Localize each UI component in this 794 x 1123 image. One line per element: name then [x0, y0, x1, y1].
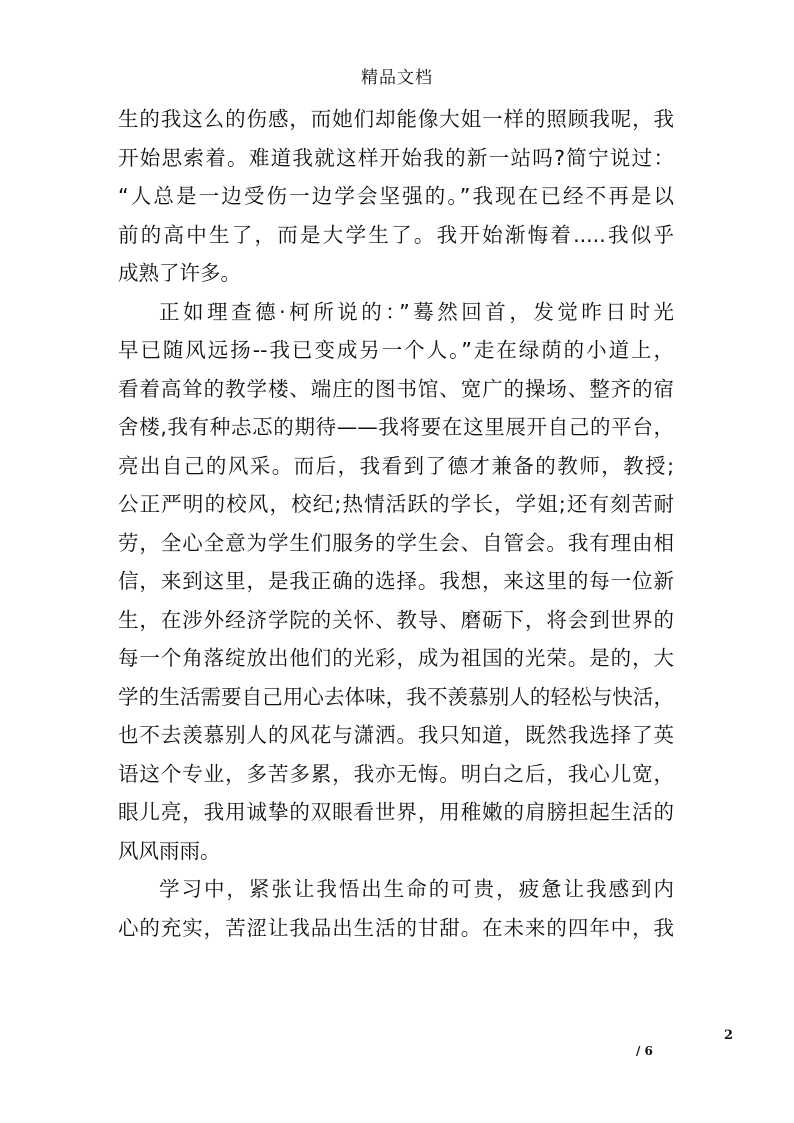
paragraph-1-line-1: 生的我这么的伤感，而她们却能像大姐一样的照顾我呢，我: [118, 107, 674, 131]
page-total: / 6: [636, 1044, 653, 1058]
paragraph-3-line-2: 心的充实，苦涩让我品出生活的甘甜。在未来的四年中，我: [118, 915, 674, 940]
paragraph-2-line-13: 语这个专业，多苦多累，我亦无悔。明白之后，我心儿宽，: [118, 761, 674, 786]
page-header-title: 精品文档: [361, 68, 433, 88]
paragraph-1-line-4: 前的高中生了，而是大学生了。我开始渐悔着.....我似乎: [118, 222, 674, 247]
paragraph-2-line-14: 眼儿亮，我用诚挚的双眼看世界，用稚嫩的肩膀担起生活的: [118, 800, 674, 824]
paragraph-2-line-7: 劳，全心全意为学生们服务的学生会、自管会。我有理由相: [118, 530, 674, 555]
paragraph-2-line-3: 看着高耸的教学楼、端庄的图书馆、宽广的操场、整齐的宿: [118, 376, 674, 401]
paragraph-2-line-4: 舍楼,我有种忐忑的期待——我将要在这里展开自己的平台，: [118, 415, 674, 439]
paragraph-3-line-1: 学习中，紧张让我悟出生命的可贵，疲惫让我感到内: [159, 877, 674, 901]
paragraph-2-line-12: 也不去羡慕别人的风花与潇洒。我只知道，既然我选择了英: [118, 723, 674, 747]
paragraph-2-line-9: 生，在涉外经济学院的关怀、教导、磨砺下，将会到世界的: [118, 607, 674, 632]
paragraph-2-line-2: 早已随风远扬--我已变成另一个人。”走在绿荫的小道上，: [118, 338, 674, 362]
page-number: 2: [724, 1028, 734, 1043]
paragraph-2-line-10: 每一个角落绽放出他们的光彩，成为祖国的光荣。是的，大: [118, 646, 674, 670]
document-body: [118, 100, 674, 947]
paragraph-1-line-5: 成熟了许多。: [118, 261, 241, 285]
paragraph-2-line-5: 亮出自己的风采。而后，我看到了德才兼备的教师，教授;: [118, 453, 674, 478]
paragraph-1-line-3: “人总是一边受伤一边学会坚强的。”我现在已经不再是以: [118, 184, 674, 208]
paragraph-2-line-6: 公正严明的校风，校纪;热情活跃的学长，学姐;还有刻苦耐: [118, 492, 674, 516]
paragraph-2-line-15: 风风雨雨。: [118, 838, 221, 863]
paragraph-2-line-11: 学的生活需要自己用心去体味，我不羡慕别人的轻松与快活，: [118, 684, 674, 709]
paragraph-2-line-8: 信，来到这里，是我正确的选择。我想，来这里的每一位新: [118, 569, 674, 593]
paragraph-1-line-2: 开始思索着。难道我就这样开始我的新一站吗?简宁说过：: [118, 145, 674, 170]
paragraph-2-line-1: 正如理查德·柯所说的：”蓦然回首，发觉昨日时光: [159, 299, 674, 324]
